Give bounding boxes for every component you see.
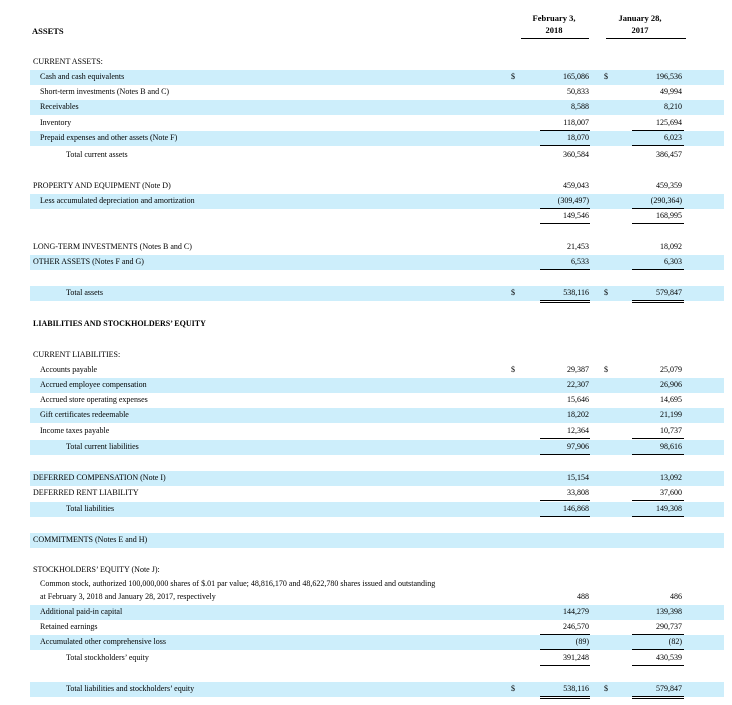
rule-2017 [632,500,684,501]
value-2017: 98,616 [660,442,682,451]
rule-2017 [632,300,684,301]
value-2017: (290,364) [650,196,682,205]
value-2018: 50,833 [567,87,589,96]
row-label: Total liabilities [66,504,115,513]
rule-2017 [632,665,684,666]
row-label: OTHER ASSETS (Notes F and G) [33,257,144,266]
row-label: CURRENT ASSETS: [33,57,103,66]
rule-2018 [540,145,590,146]
value-2017: 459,359 [656,181,682,190]
value-2018: 18,202 [567,410,589,419]
value-2018: 149,546 [563,211,589,220]
column-header-2017-line2: 2017 [631,25,649,35]
row-label: STOCKHOLDERS’ EQUITY (Note J): [33,565,160,574]
row-label: Total assets [66,288,103,297]
currency-symbol: $ [511,365,515,374]
value-2017: 6,023 [664,133,682,142]
value-2018: 22,307 [567,380,589,389]
row-label: CURRENT LIABILITIES: [33,350,121,359]
header-rule-2017 [606,38,686,39]
value-2018: 15,154 [567,473,589,482]
value-2018: 97,906 [567,442,589,451]
value-2018: 15,646 [567,395,589,404]
value-2018: 391,248 [563,653,589,662]
row-label: Additional paid-in capital [40,607,123,616]
value-2017: 26,906 [660,380,682,389]
row-label: Receivables [40,102,79,111]
double-rule-2018 [540,698,590,699]
value-2017: 139,398 [656,607,682,616]
rule-2018 [540,500,590,501]
row-label: Total current assets [66,150,128,159]
value-2017: 579,847 [656,288,682,297]
value-2017: 149,308 [656,504,682,513]
header-rule-2018 [521,38,589,39]
row-label: Prepaid expenses and other assets (Note F) [40,133,178,142]
rule-2018 [540,208,590,209]
assets-heading: ASSETS [32,26,64,36]
value-2017: 18,092 [660,242,682,251]
value-2018: 12,364 [567,426,589,435]
value-2017: 6,303 [664,257,682,266]
value-2018: 360,584 [563,150,589,159]
row-label: DEFERRED RENT LIABILITY [33,488,139,497]
rule-2018 [540,269,590,270]
rule-2017 [632,145,684,146]
double-rule-2018 [540,302,590,303]
value-2017: 13,092 [660,473,682,482]
rule-2017 [632,516,684,517]
value-2018: 6,533 [571,257,589,266]
row-label: Short-term investments (Notes B and C) [40,87,170,96]
value-2017: 8,210 [664,102,682,111]
row-label: COMMITMENTS (Notes E and H) [33,535,148,544]
row-label: Cash and cash equivalents [40,72,125,81]
row-label: Accrued employee compensation [40,380,147,389]
value-2018: 165,086 [563,72,589,81]
column-header-2018-line1: February 3, [532,13,576,23]
rule-2017 [632,454,684,455]
row-label: at February 3, 2018 and January 28, 2017, respectively [40,592,216,601]
double-rule-2017 [632,302,684,303]
rule-2018 [540,516,590,517]
value-2017: 196,536 [656,72,682,81]
row-label: Common stock, authorized 100,000,000 shares of $.01 par value; 48,816,170 and 48,622,780 shares issued and outstanding [40,579,436,588]
value-2017: 486 [670,592,682,601]
rule-2017 [632,696,684,697]
value-2017: 579,847 [656,684,682,693]
value-2018: (309,497) [557,196,589,205]
rule-2018 [540,696,590,697]
currency-symbol: $ [511,288,515,297]
value-2018: 18,070 [567,133,589,142]
rule-2017 [632,223,684,224]
currency-symbol: $ [604,288,608,297]
row-label: Accrued store operating expenses [40,395,148,404]
rule-2017 [632,269,684,270]
value-2018: 8,588 [571,102,589,111]
rule-2018 [540,649,590,650]
value-2018: 488 [577,592,589,601]
row-label: Retained earnings [40,622,98,631]
value-2017: 49,994 [660,87,682,96]
rule-2018 [540,665,590,666]
row-label: LONG-TERM INVESTMENTS (Notes B and C) [33,242,192,251]
rule-2018 [540,438,590,439]
column-header-2018-line2: 2018 [545,25,563,35]
currency-symbol: $ [511,684,515,693]
value-2018: 33,808 [567,488,589,497]
row-label: Total current liabilities [66,442,139,451]
row-label: Accumulated other comprehensive loss [40,637,166,646]
row-label: LIABILITIES AND STOCKHOLDERS’ EQUITY [33,319,206,328]
value-2017: 25,079 [660,365,682,374]
value-2018: 146,868 [563,504,589,513]
rule-2017 [632,649,684,650]
row-label: Total stockholders’ equity [66,653,149,662]
rule-2018 [540,454,590,455]
row-label: Gift certificates redeemable [40,410,129,419]
value-2017: 14,695 [660,395,682,404]
row-label: Accounts payable [40,365,98,374]
column-header-2017-line1: January 28, [618,13,662,23]
row-label: DEFERRED COMPENSATION (Note I) [33,473,166,482]
value-2018: 459,043 [563,181,589,190]
currency-symbol: $ [604,72,608,81]
value-2017: 430,539 [656,653,682,662]
value-2018: 144,279 [563,607,589,616]
value-2018: 118,007 [563,118,589,127]
double-rule-2017 [632,698,684,699]
rule-2018 [540,300,590,301]
value-2017: 21,199 [660,410,682,419]
row-label: Less accumulated depreciation and amortization [40,196,195,205]
value-2018: 538,116 [563,288,589,297]
value-2018: (89) [575,637,589,646]
currency-symbol: $ [511,72,515,81]
row-label: Income taxes payable [40,426,110,435]
value-2017: 290,737 [656,622,682,631]
value-2018: 29,387 [567,365,589,374]
value-2017: (82) [668,637,682,646]
rule-2017 [632,208,684,209]
value-2017: 386,457 [656,150,682,159]
value-2017: 125,694 [656,118,682,127]
value-2017: 10,737 [660,426,682,435]
row-label: PROPERTY AND EQUIPMENT (Note D) [33,181,171,190]
value-2018: 21,453 [567,242,589,251]
rule-2017 [632,438,684,439]
currency-symbol: $ [604,684,608,693]
value-2018: 246,570 [563,622,589,631]
row-label: Inventory [40,118,72,127]
rule-2018 [540,223,590,224]
currency-symbol: $ [604,365,608,374]
row-label: Total liabilities and stockholders’ equity [66,684,195,693]
value-2018: 538,116 [563,684,589,693]
value-2017: 168,995 [656,211,682,220]
value-2017: 37,600 [660,488,682,497]
